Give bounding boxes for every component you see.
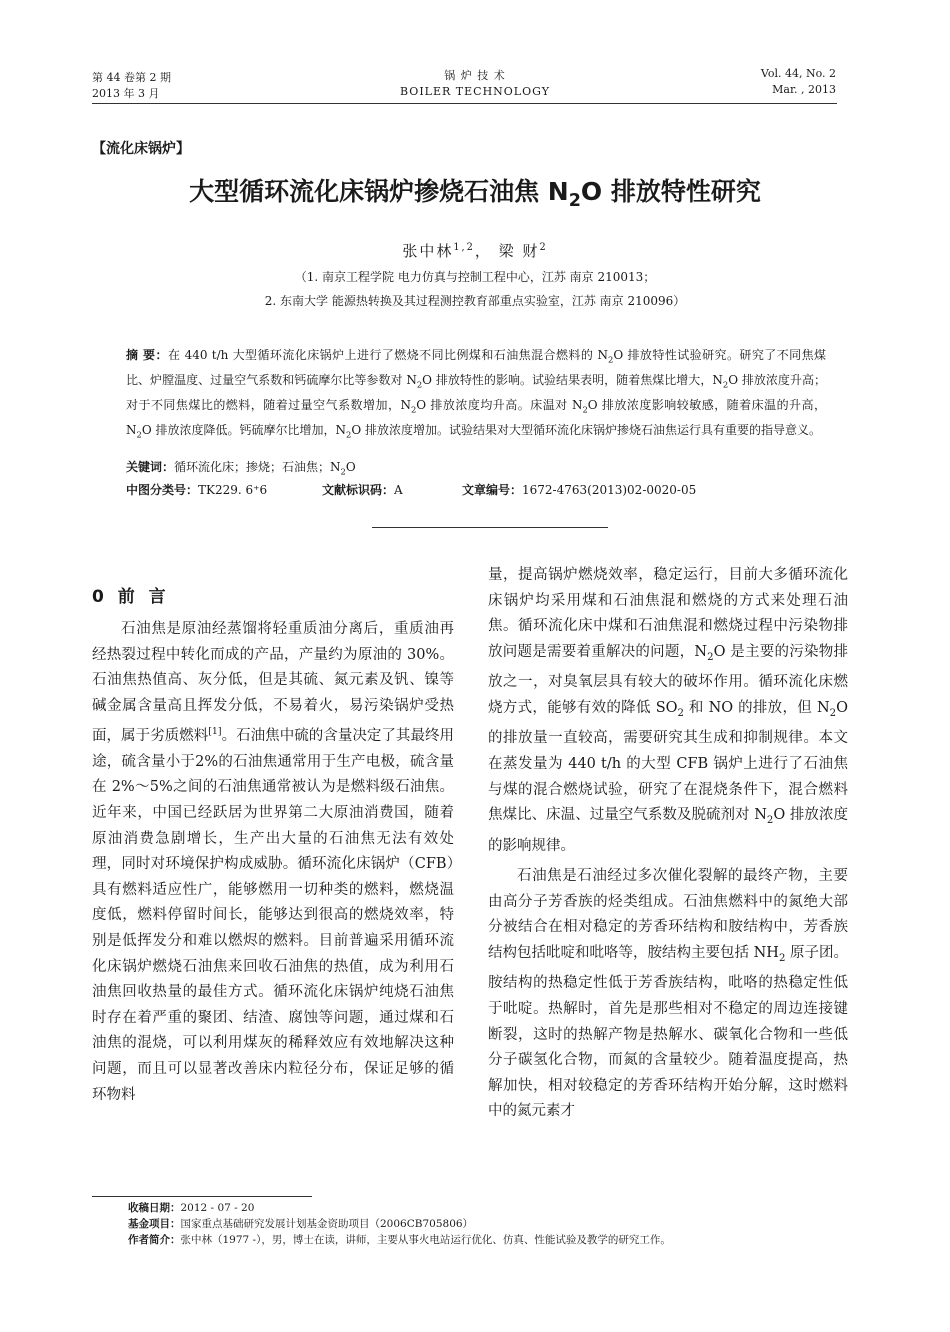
left-column [92, 617, 454, 1108]
affiliation-1: （1. 南京工程学院 电力仿真与控制工程中心，江苏 南京 210013； [294, 270, 656, 284]
clc-code: TK229. 6⁺6 [198, 483, 268, 497]
issue-volume-en: Vol. 44, No. 2 [760, 67, 836, 80]
right-paragraph-1 [488, 563, 848, 859]
right-text-5: O 排放浓度的影响规律。 [488, 807, 849, 854]
right-text-6: 石油焦是石油经过多次催化裂解的最终产物，主要由高分子芳香族的烃类组成。石油焦燃料中的氮绝大部分被结合在相对稳定的芳香环结构和胺结构中，芳香族结构包括吡啶和吡咯等，胺结构主要包括 NH [488, 868, 848, 961]
doc-code-label: 文献标识码： [322, 483, 395, 497]
author-1-affil: 1,2 [453, 242, 475, 253]
right-column [488, 563, 848, 1125]
title-subscript: 2 [568, 191, 581, 211]
fund-info [128, 1216, 848, 1232]
keywords-text: 循环流化床；掺烧；石油焦；N [174, 460, 341, 474]
fund-value: 国家重点基础研究发展计划基金资助项目（2006CB705806） [180, 1218, 474, 1230]
abstract-text-3: O 排放特性的影响。试验结果表明，随着焦煤比增大，N [422, 372, 723, 387]
author-bio-label: 作者简介： [128, 1234, 181, 1246]
received-value: 2012 - 07 - 20 [180, 1202, 255, 1214]
right-sub-4: 2 [766, 815, 774, 827]
right-sub-3: 2 [829, 707, 837, 719]
right-text-4: O 的排放量一直较高，需要研究其生成和抑制规律。本文在蒸发量为 440 t/h 的大型 CFB 锅炉上进行了石油焦与煤的混合燃烧试验，研究了在混烧条件下，混合燃料焦煤比、床温、过量空气系数及脱硫剂对 N [488, 699, 848, 824]
article-number-label: 文章编号： [462, 483, 523, 497]
keywords-tail: O [345, 460, 356, 474]
citation-ref: [1] [208, 726, 222, 738]
right-text-1: 量，提高锅炉燃烧效率，稳定运行，目前大多循环流化床锅炉均采用煤和石油焦混和燃烧的方式来处理石油焦。循环流化床中煤和石油焦混和燃烧过程中污染物排放问题是需要着重解决的问题，N [488, 567, 848, 660]
abstract-sub-4: 2 [410, 404, 417, 415]
journal-name-cn: 锅 炉 技 术 [444, 69, 506, 82]
abstract-sub-5: 2 [582, 404, 588, 415]
classification-line [126, 481, 826, 498]
title-part-1: 大型循环流化床锅炉掺烧石油焦 N [189, 177, 569, 206]
journal-name-en: BOILER TECHNOLOGY [400, 85, 550, 98]
keywords-label: 关键词： [126, 460, 175, 474]
author-bio-value: 张中林（1977 -），男，博士在读，讲师，主要从事火电站运行优化、仿真、性能试验及教学的研究工作。 [180, 1234, 671, 1246]
doc-code: A [394, 483, 403, 497]
section-tag: 【流化床锅炉】 [92, 141, 190, 157]
received-label: 收稿日期： [128, 1202, 181, 1214]
abstract [126, 345, 826, 445]
right-text-7: 原子团。胺结构的热稳定性低于芳香族结构，吡咯的热稳定性低于吡啶。热解时，首先是那些相对不稳定的周边连接键断裂，这时的热解产物是热解水、碳氧化合物和一些低分子碳氢化合物，而氮的含量较少。随着温度提高，热解加快，相对较稳定的芳香环结构开始分解，这时燃料中的氮元素才 [488, 944, 849, 1120]
author-2: 梁 财 [498, 242, 540, 260]
abstract-text-5: O 排放浓度均升高。床温对 N [416, 397, 583, 412]
issue-date-en: Mar. , 2013 [772, 83, 836, 96]
abstract-text-1: 在 440 t/h 大型循环流化床锅炉上进行了燃烧不同比例煤和石油焦混合燃料的 N [167, 348, 609, 362]
keywords [126, 458, 356, 476]
right-sub-1: 2 [707, 651, 714, 663]
issue-date: 2013 年 3 月 [92, 87, 160, 100]
left-text-1: 石油焦是原油经蒸馏将轻重质油分离后，重质油再经热裂过程中转化而成的产品，产量约为原油的 30%。石油焦热值高、灰分低，但是其硫、氮元素及钒、镍等碱金属含量高且挥发分低，不易着火，易污染锅炉受热面，属于劣质燃料 [92, 621, 454, 745]
abstract-text-6: O 排放浓度影响较敏感，随着床温的升高，N [126, 397, 827, 437]
received-date [128, 1200, 848, 1216]
abstract-sub-1: 2 [608, 354, 614, 365]
right-text-3: 和 NO 的排放，但 N [683, 699, 830, 716]
keywords-sub: 2 [340, 466, 346, 477]
abstract-text-8: O 排放浓度增加。试验结果对大型循环流化床锅炉掺烧石油焦运行具有重要的指导意义。 [351, 422, 821, 437]
author-list [0, 240, 950, 261]
clc-label: 中图分类号： [126, 483, 199, 497]
abstract-label: 摘 要： [126, 348, 168, 362]
abstract-separator [372, 527, 608, 528]
abstract-sub-3: 2 [722, 379, 729, 390]
abstract-sub-2: 2 [416, 379, 423, 390]
affiliation-2: 2. 东南大学 能源热转换及其过程测控教育部重点实验室，江苏 南京 210096） [264, 294, 686, 308]
abstract-text-2: O 排放特性试验研究。研究了不同焦煤比、炉膛温度、过量空气系数和钙硫摩尔比等参数对 N [126, 348, 827, 387]
abstract-text-7: O 排放浓度降低。钙硫摩尔比增加，N [141, 422, 346, 437]
right-text-2: O 是主要的污染物排放之一，对臭氧层具有较大的破坏作用。循环流化床燃烧方式，能够有效的降低 SO [488, 643, 849, 716]
author-2-affil: 2 [539, 242, 548, 253]
right-sub-2: 2 [677, 707, 684, 719]
title-part-2: O 排放特性研究 [580, 177, 761, 206]
footnotes [128, 1200, 848, 1248]
paper-title [0, 172, 950, 211]
article-number: 1672-4763(2013)02-0020-05 [522, 483, 697, 497]
abstract-text-4: O 排放浓度升高；对于不同焦煤比的燃料，随着过量空气系数增加，N [126, 372, 826, 412]
footnote-rule [92, 1196, 312, 1197]
author-bio [128, 1232, 848, 1248]
right-paragraph-2 [488, 864, 848, 1125]
right-sub-5: 2 [778, 952, 786, 964]
issue-volume: 第 44 卷第 2 期 [92, 71, 171, 84]
left-text-2: 。石油焦中硫的含量决定了其最终用途，硫含量小于2%的石油焦通常用于生产电极，硫含量在 2%～5%之间的石油焦通常被认为是燃料级石油焦。近年来，中国已经跃居为世界第二大原油消费国，随着原油消费急剧增长，生产出大量的石油焦无法有效处理，同时对环境保护构成威胁。循环流化床锅炉（CFB）具有燃料适应性广，能够燃用一切种类的燃料，燃烧温度低，燃料停留时间长，能够达到很高的燃烧效率，特别是低挥发分和难以燃烬的燃料。目前普遍采用循环流化床锅炉燃烧石油焦来回收石油焦的热值，成为利用石油焦回收热量的最佳方式。循环流化床锅炉纯烧石油焦时存在着严重的聚团、结渣、腐蚀等问题，通过煤和石油焦的混烧，可以利用煤灰的稀释效应有效地解决这种问题，而且可以显著改善床内粒径分布，保证足够的循环物料 [92, 728, 455, 1103]
journal-issue-en [761, 66, 836, 98]
abstract-sub-6: 2 [136, 429, 142, 440]
fund-label: 基金项目： [128, 1218, 181, 1230]
header-rule [92, 103, 837, 104]
author-separator: ， [474, 242, 492, 260]
section-heading: 0 前 言 [92, 587, 170, 607]
abstract-sub-7: 2 [346, 429, 352, 440]
left-paragraph [92, 617, 454, 1108]
author-1: 张中林 [402, 242, 454, 260]
